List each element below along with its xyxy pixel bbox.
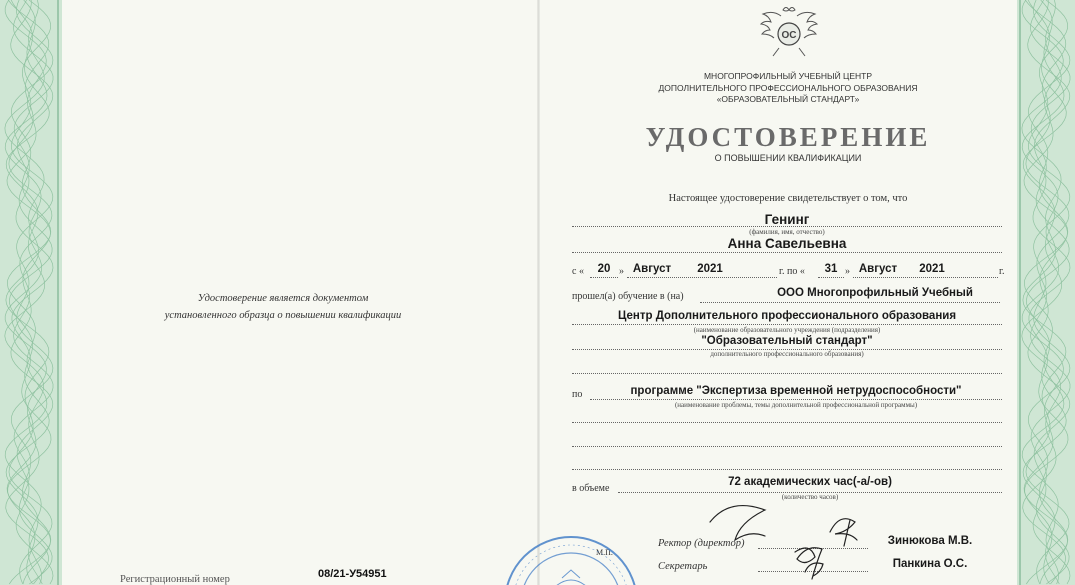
registration-label: Регистрационный номер (120, 574, 230, 585)
org-line-1: МНОГОПРОФИЛЬНЫЙ УЧЕБНЫЙ ЦЕНТР (703, 71, 873, 81)
program-caption: (наименование проблемы, темы дополнительной профессиональной программы) (674, 401, 918, 409)
date-to-prefix: г. по « (779, 266, 805, 277)
date-to-day: 31 (824, 263, 838, 275)
institution-name-2: Центр Дополнительного профессионального образования (617, 310, 957, 322)
certificate-title: УДОСТОВЕРЕНИЕ (645, 122, 931, 152)
date-to-month: Август (858, 263, 898, 275)
date-to-year: 2021 (919, 263, 945, 275)
from-day-line (590, 277, 618, 278)
blank-line-2 (572, 422, 1002, 423)
double-headed-eagle-emblem-icon (757, 4, 821, 60)
date-from-year: 2021 (697, 263, 723, 275)
given-names-line (572, 252, 1002, 253)
trained-label: прошел(а) обучение в (на) (572, 291, 684, 302)
guilloche-border-left (0, 0, 62, 585)
blank-line-3 (572, 446, 1002, 447)
date-from-quote: » (619, 266, 624, 277)
date-to-suffix: г. (999, 266, 1005, 277)
date-from-prefix: с « (572, 266, 584, 277)
org-line-3: «ОБРАЗОВАТЕЛЬНЫЙ СТАНДАРТ» (716, 94, 860, 104)
page-fold (537, 0, 540, 585)
blank-line-1 (572, 373, 1002, 374)
volume-value: 72 академических час(-а/-ов) (728, 476, 892, 488)
registration-number: 08/21-У54951 (318, 568, 387, 580)
program-value: программе "Экспертиза временной нетрудоспособности" (630, 385, 962, 397)
org-line-2: ДОПОЛНИТЕЛЬНОГО ПРОФЕССИОНАЛЬНОГО ОБРАЗОВАНИЯ (658, 82, 918, 93)
mp-label: М.П. (596, 548, 613, 557)
institution-name-1: ООО Многопрофильный Учебный (777, 287, 973, 299)
institution-line-2 (572, 324, 1002, 325)
date-to-quote: » (845, 266, 850, 277)
institution-caption-2: дополнительного профессионального образования) (710, 350, 864, 358)
to-day-line (818, 277, 844, 278)
blank-line-4 (572, 469, 1002, 470)
institution-caption-1: (наименование образовательного учреждения (подразделения) (693, 326, 881, 334)
institution-name-3: "Образовательный стандарт" (701, 335, 873, 347)
certifies-text: Настоящее удостоверение свидетельствует о том, что (668, 193, 908, 204)
given-names-value: Анна Савельевна (727, 236, 847, 251)
note-line-1: Удостоверение является документом (197, 293, 369, 304)
emblem-monogram: ОС (781, 30, 797, 41)
program-label: по (572, 389, 583, 400)
certificate-subtitle: О ПОВЫШЕНИИ КВАЛИФИКАЦИИ (714, 153, 862, 163)
surname-value: Генинг (764, 212, 810, 227)
rector-name: Зинюкова М.В. (887, 535, 973, 547)
volume-caption: (количество часов) (781, 493, 839, 501)
from-month-line (627, 277, 777, 278)
to-month-line (853, 277, 998, 278)
name-caption: (фамилия, имя, отчество) (749, 228, 825, 236)
handwritten-signatures (700, 492, 880, 585)
round-seal-stamp-icon (496, 528, 646, 585)
left-page-note (118, 290, 448, 324)
volume-label: в объеме (572, 483, 610, 494)
organization-header (598, 71, 978, 106)
secretary-label: Секретарь (658, 561, 708, 572)
date-from-month: Август (632, 263, 672, 275)
secretary-name: Панкина О.С. (892, 558, 968, 570)
note-line-2: установленного образца о повышении квалификации (164, 310, 402, 321)
rector-label: Ректор (директор) (658, 538, 745, 549)
program-line (590, 399, 1002, 400)
institution-line-1 (700, 302, 1000, 303)
date-from-day: 20 (597, 263, 611, 275)
